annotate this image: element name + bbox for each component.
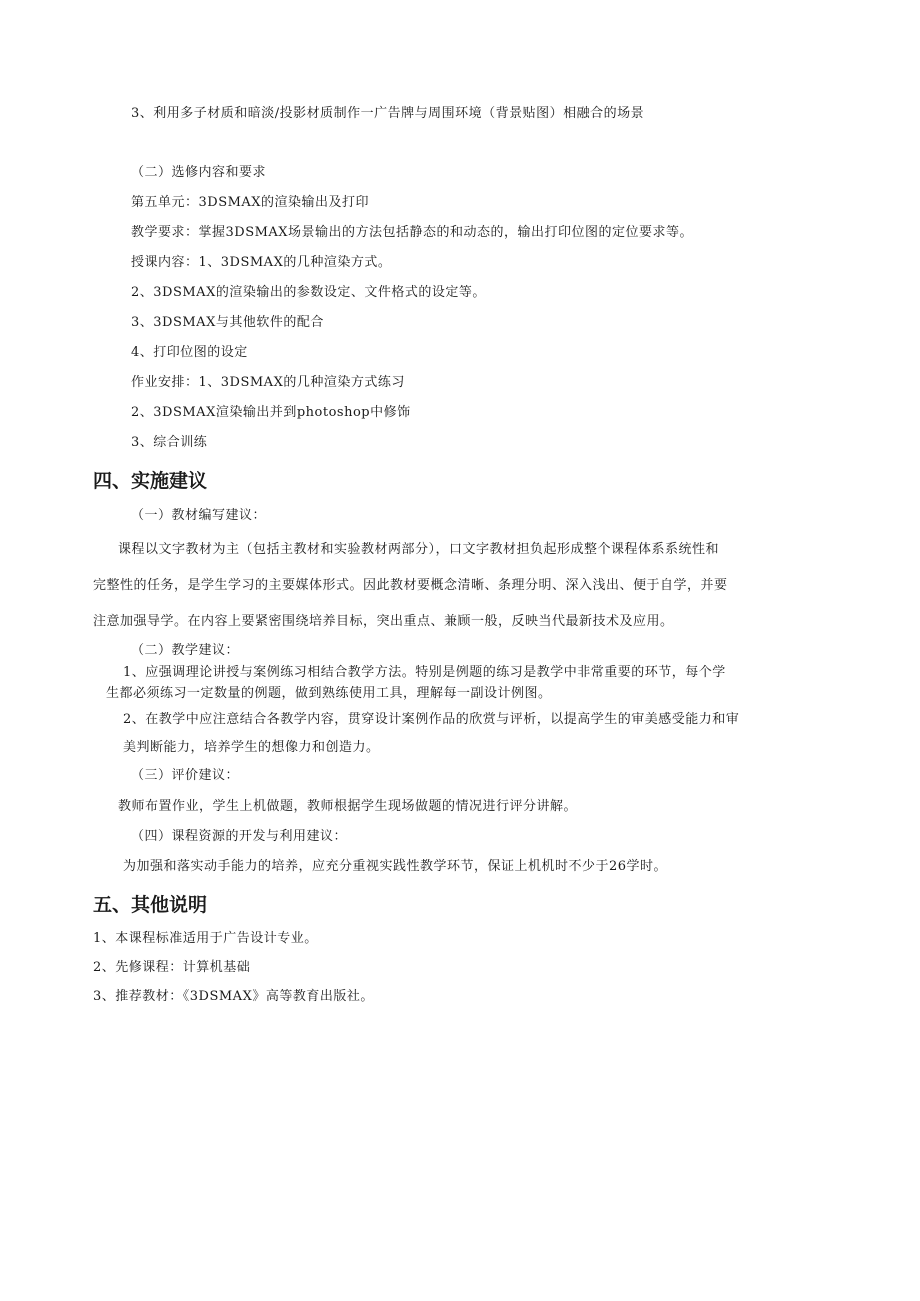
textbook-paragraph-line-2: 完整性的任务，是学生学习的主要媒体形式。因此教材要概念清晰、条理分明、深入浅出、便于自学，并要 bbox=[93, 578, 728, 593]
homework-1: 作业安排：1、3DSMAX的几种渲染方式练习 bbox=[131, 375, 405, 390]
homework-2: 2、3DSMAX渲染输出并到photoshop中修饰 bbox=[131, 405, 411, 420]
teaching-advice-2-line-2: 美判断能力，培养学生的想像力和创造力。 bbox=[123, 740, 380, 755]
teaching-advice-1-line-1: 1、应强调理论讲授与案例练习相结合教学方法。特别是例题的练习是教学中非常重要的环节，每个学 bbox=[123, 665, 726, 680]
other-note-3: 3、推荐教材：《3DSMAX》高等教育出版社。 bbox=[93, 989, 374, 1004]
lesson-content-4: 4、打印位图的设定 bbox=[131, 345, 248, 360]
teaching-heading: （二）教学建议： bbox=[131, 643, 240, 658]
other-note-2: 2、先修课程：计算机基础 bbox=[93, 960, 251, 975]
unit-title: 第五单元：3DSMAX的渲染输出及打印 bbox=[131, 195, 370, 210]
evaluation-text: 教师布置作业，学生上机做题，教师根据学生现场做题的情况进行评分讲解。 bbox=[118, 799, 578, 814]
resource-text: 为加强和落实动手能力的培养，应充分重视实践性教学环节，保证上机机时不少于26学时。 bbox=[123, 859, 668, 874]
lesson-content-3: 3、3DSMAX与其他软件的配合 bbox=[131, 315, 324, 330]
textbook-heading: （一）教材编写建议： bbox=[131, 508, 267, 523]
section-4-title: 四、实施建议 bbox=[93, 470, 208, 492]
top-line-1: 3、利用多子材质和暗淡/投影材质制作一广告牌与周围环境（背景贴图）相融合的场景 bbox=[131, 106, 645, 121]
textbook-paragraph-line-1: 课程以文字教材为主（包括主教材和实验教材两部分），口文字教材担负起形成整个课程体系系统性和 bbox=[118, 542, 720, 557]
evaluation-heading: （三）评价建议： bbox=[131, 768, 240, 783]
resource-heading: （四）课程资源的开发与利用建议： bbox=[131, 829, 348, 844]
homework-3: 3、综合训练 bbox=[131, 435, 208, 450]
lesson-content-2: 2、3DSMAX的渲染输出的参数设定、文件格式的设定等。 bbox=[131, 285, 486, 300]
textbook-paragraph-line-3: 注意加强导学。在内容上要紧密围绕培养目标，突出重点、兼顾一般，反映当代最新技术及应用。 bbox=[93, 614, 674, 629]
teaching-requirement: 教学要求：掌握3DSMAX场景输出的方法包括静态的和动态的，输出打印位图的定位要求等。 bbox=[131, 225, 694, 240]
section-5-title: 五、其他说明 bbox=[93, 894, 208, 916]
lesson-content-1: 授课内容：1、3DSMAX的几种渲染方式。 bbox=[131, 255, 392, 270]
other-note-1: 1、本课程标准适用于广告设计专业。 bbox=[93, 931, 318, 946]
teaching-advice-1-line-2: 生都必须练习一定数量的例题，做到熟练使用工具，理解每一副设计例图。 bbox=[106, 686, 552, 701]
elective-heading: （二）选修内容和要求 bbox=[131, 165, 267, 180]
teaching-advice-2-line-1: 2、在教学中应注意结合各教学内容，贯穿设计案例作品的欣赏与评析，以提高学生的审美感受能力和审 bbox=[123, 712, 740, 727]
